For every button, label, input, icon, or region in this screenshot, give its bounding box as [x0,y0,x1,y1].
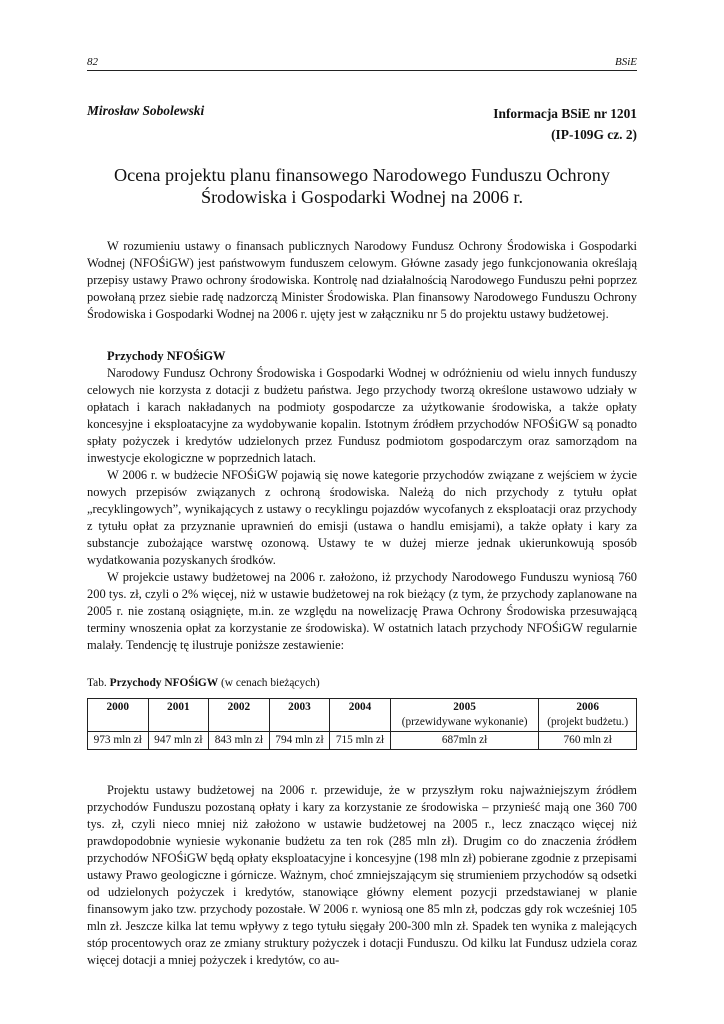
table-caption [87,677,637,689]
section-heading: Przychody NFOŚiGW [107,349,226,363]
info-code: (IP-109G cz. 2) [551,127,637,142]
intro-paragraph: W rozumieniu ustawy o finansach publicznych Narodowy Fundusz Ochrony Środowiska i Gospodarki Wodnej (NFOŚiGW) jest państwowym funduszem celowym. Główne zasady jego funkcjonowania określają przepisy ustawy Prawo ochrony środowiska. Kontrolę nad działalnością Narodowego Funduszu pełni poprzez powołaną przez siebie radę nadzorczą Minister Środowiska. Plan finansowy Narodowego Funduszu Ochrony Środowiska i Gospodarki Wodnej na 2006 r. ujęty jest w załączniku nr 5 do projektu ustawy budżetowej. [87,239,637,321]
table-header-cell: 2001 [148,699,209,732]
table-cell: 715 mln zł [330,732,391,750]
table-header-row [88,699,637,732]
table-header-cell: 2000 [88,699,149,732]
table-cell: 760 mln zł [539,732,637,750]
table-cell: 843 mln zł [209,732,270,750]
table-header-note: (projekt budżetu.) [547,716,629,728]
table-cell: 687mln zł [390,732,539,750]
section-paragraph-1: Narodowy Fundusz Ochrony Środowiska i Gospodarki Wodnej w odróżnieniu od wielu innych funduszy celowych nie korzysta z dotacji z budżetu państwa. Jego przychody tworzą określone ustawowo udziały w opłatach i karach nakładanych na podmioty gospodarcze za użytkowanie środowiska, a także opłaty koncesyjne i eksploatacyjne za wydobywanie kopalin. Istotnym źródłem przychodów NFOŚiGW są ponadto spłaty pożyczek i kredytów udzielonych przez Fundusz podmiotom gospodarczym oraz samorządom na inwestycje ekologiczne w poprzednich latach. [87,366,637,465]
section-paragraph-3: W projekcie ustawy budżetowej na 2006 r. założono, iż przychody Narodowego Funduszu wyniosą 760 200 tys. zł, czyli o 2% więcej, niż w ustawie budżetowej na rok bieżący (z tym, że przychody zaplanowane na 2005 r. nie zostaną osiągnięte, m.in. ze względu na nowelizację Prawa Ochrony Środowiska przesuwającą terminy wnoszenia opłat za korzystanie ze środowiska). W ostatnich latach przychody NFOŚiGW regularnie malały. Tendencję tę ilustruje poniższe zestawienie: [87,570,637,652]
section-paragraph-2: W 2006 r. w budżecie NFOŚiGW pojawią się nowe kategorie przychodów związane z wejściem w życie nowych przepisów związanych z ochroną środowiska. Należą do nich przychody z tytułu opłat „recyklingowych”, wynikających z ustawy o recyklingu pojazdów wycofanych z eksploatacji oraz przychody z tytułu opłat za przyznanie uprawnień do emisji (ustawa o handlu emisjami), a także opłaty i kary za substancje zubożające warstwę ozonową. Ustawy te w dużej mierze jednak ukierunkowują sposób wydatkowania pozyskanych środków. [87,468,637,567]
info-number: Informacja BSiE nr 1201 [493,106,637,121]
closing-paragraph: Projektu ustawy budżetowej na 2006 r. przewiduje, że w przyszłym roku najważniejszym źródłem przychodów Funduszu pozostaną opłaty i kary za korzystanie ze środowiska – przynieść mają one 360 700 tys. zł, czyli nieco mniej niż założono w ustawie budżetowej na 2005 r., lecz znacząco więcej niż prawdopodobnie wyniesie wykonanie budżetu za ten rok (285 mln zł). Drugim co do znaczenia źródłem przychodów NFOŚiGW będą opłaty eksploatacyjne i koncesyjne (198 mln zł) pobierane zgodnie z przepisami ustawy Prawo geologiczne i górnicze. Ważnym, choć zmniejszającym się strumieniem przychodów są odsetki od udzielonych pożyczek i kredytów, stanowiące główny element pozycji przedstawianej w planie finansowym jako tzw. przychody pozostałe. W 2006 r. wyniosą one 85 mln zł, podczas gdy rok wcześniej 105 mln zł. Jeszcze kilka lat temu wpływy z tego tytułu sięgały 200-300 mln zł. Spadek ten wynika z malejących stóp procentowych oraz ze zmiany struktury pożyczek i dotacji Funduszu. Od kilku lat Fundusz udziela coraz więcej dotacji a mniej pożyczek i kredytów, co au- [87,783,637,967]
document-meta [87,103,637,145]
table-cell: 973 mln zł [88,732,149,750]
table-header-cell: 2006 (projekt budżetu.) [539,699,637,732]
table-header-cell: 2004 [330,699,391,732]
table-header-note: (przewidywane wykonanie) [401,716,528,728]
journal-name: BSiE [615,56,637,68]
table-header-cell: 2002 [209,699,270,732]
document-page [87,56,637,969]
caption-suffix: (w cenach bieżących) [221,677,320,689]
caption-title: Przychody NFOŚiGW [109,677,219,689]
caption-prefix: Tab. [87,677,107,689]
document-title: Ocena projektu planu finansowego Narodowego Funduszu Ochrony Środowiska i Gospodarki Wodnej na 2006 r. [114,165,610,207]
author-name: Mirosław Sobolewski [87,103,205,118]
table-header-cell: 2003 [269,699,330,732]
table-cell: 794 mln zł [269,732,330,750]
info-block [493,103,637,145]
page-number: 82 [87,56,98,68]
revenue-table [87,698,637,750]
table-row [88,732,637,750]
table-cell: 947 mln zł [148,732,209,750]
running-head [87,56,637,71]
table-header-cell: 2005 (przewidywane wykonanie) [390,699,539,732]
